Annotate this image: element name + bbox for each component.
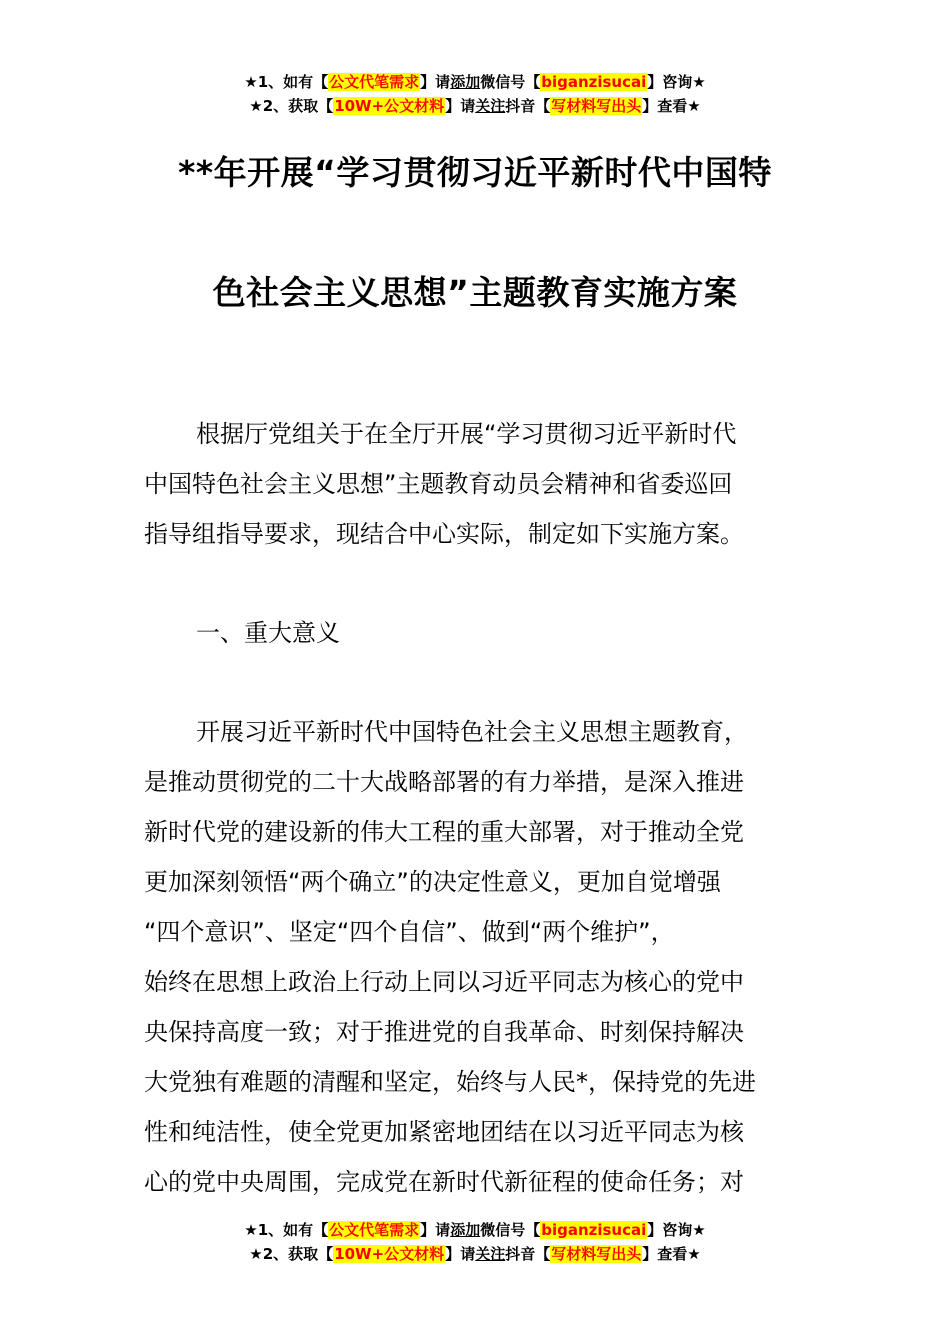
section-body-paragraph bbox=[144, 707, 809, 1207]
promo-text: 】咨询★ bbox=[647, 73, 706, 91]
promo-text: ★2、获取【 bbox=[249, 1245, 334, 1263]
promo-emphasis: 添加 bbox=[450, 1221, 481, 1239]
paragraph-line: 始终在思想上政治上行动上同以习近平同志为核心的党中 bbox=[144, 968, 744, 996]
promo-text: ★2、获取【 bbox=[249, 97, 334, 115]
paragraph-line: 开展习近平新时代中国特色社会主义思想主题教育， bbox=[196, 718, 748, 746]
promo-text: 】查看★ bbox=[642, 97, 701, 115]
promo-text: 】请 bbox=[420, 1221, 451, 1239]
paragraph-line: 央保持高度一致；对于推进党的自我革命、时刻保持解决 bbox=[144, 1018, 744, 1046]
promo-highlight: 公文代笔需求 bbox=[329, 1221, 420, 1239]
wechat-id-highlight: biganzisucai bbox=[541, 1221, 647, 1239]
paragraph-line: 性和纯洁性，使全党更加紧密地团结在以习近平同志为核 bbox=[144, 1118, 744, 1146]
footer-promo-line-1 bbox=[0, 1220, 950, 1240]
footer-promo-line-2 bbox=[0, 1244, 950, 1264]
douyin-id-highlight: 写材料写出头 bbox=[551, 97, 642, 115]
header-promo-line-2 bbox=[0, 96, 950, 116]
promo-text: 】查看★ bbox=[642, 1245, 701, 1263]
promo-emphasis: 关注 bbox=[475, 97, 506, 115]
douyin-id-highlight: 写材料写出头 bbox=[551, 1245, 642, 1263]
promo-text: 】请 bbox=[420, 73, 451, 91]
paragraph-line: 中国特色社会主义思想”主题教育动员会精神和省委巡回 bbox=[144, 470, 733, 498]
promo-text: 】请 bbox=[445, 97, 476, 115]
promo-text: ★1、如有【 bbox=[244, 1221, 329, 1239]
paragraph-line: 更加深刻领悟“两个确立”的决定性意义，更加自觉增强 bbox=[144, 868, 721, 896]
promo-text: ★1、如有【 bbox=[244, 73, 329, 91]
paragraph-line: 是推动贯彻党的二十大战略部署的有力举措，是深入推进 bbox=[144, 768, 744, 796]
document-title-line-2: 色社会主义思想”主题教育实施方案 bbox=[212, 273, 738, 312]
paragraph-line: 新时代党的建设新的伟大工程的重大部署，对于推动全党 bbox=[144, 818, 744, 846]
section-heading: 一、重大意义 bbox=[196, 619, 340, 647]
paragraph-line: “四个意识”、坚定“四个自信”、做到“两个维护”， bbox=[144, 918, 675, 946]
wechat-id-highlight: biganzisucai bbox=[541, 73, 647, 91]
promo-text: 微信号【 bbox=[480, 1221, 541, 1239]
promo-emphasis: 添加 bbox=[450, 73, 481, 91]
promo-text: 】咨询★ bbox=[647, 1221, 706, 1239]
promo-highlight: 10W+公文材料 bbox=[334, 1245, 445, 1263]
promo-text: 微信号【 bbox=[480, 73, 541, 91]
promo-text: 抖音【 bbox=[505, 97, 551, 115]
header-promo-line-1 bbox=[0, 72, 950, 92]
promo-highlight: 10W+公文材料 bbox=[334, 97, 445, 115]
intro-paragraph bbox=[144, 409, 809, 559]
paragraph-line: 指导组指导要求，现结合中心实际，制定如下实施方案。 bbox=[144, 520, 744, 548]
promo-highlight: 公文代笔需求 bbox=[329, 73, 420, 91]
paragraph-line: 根据厅党组关于在全厅开展“学习贯彻习近平新时代 bbox=[196, 420, 737, 448]
paragraph-line: 心的党中央周围，完成党在新时代新征程的使命任务；对 bbox=[144, 1168, 744, 1196]
paragraph-line: 大党独有难题的清醒和坚定，始终与人民*，保持党的先进 bbox=[144, 1068, 756, 1096]
promo-text: 抖音【 bbox=[505, 1245, 551, 1263]
document-title-line-1: **年开展“学习贯彻习近平新时代中国特 bbox=[178, 153, 772, 192]
promo-emphasis: 关注 bbox=[475, 1245, 506, 1263]
promo-text: 】请 bbox=[445, 1245, 476, 1263]
